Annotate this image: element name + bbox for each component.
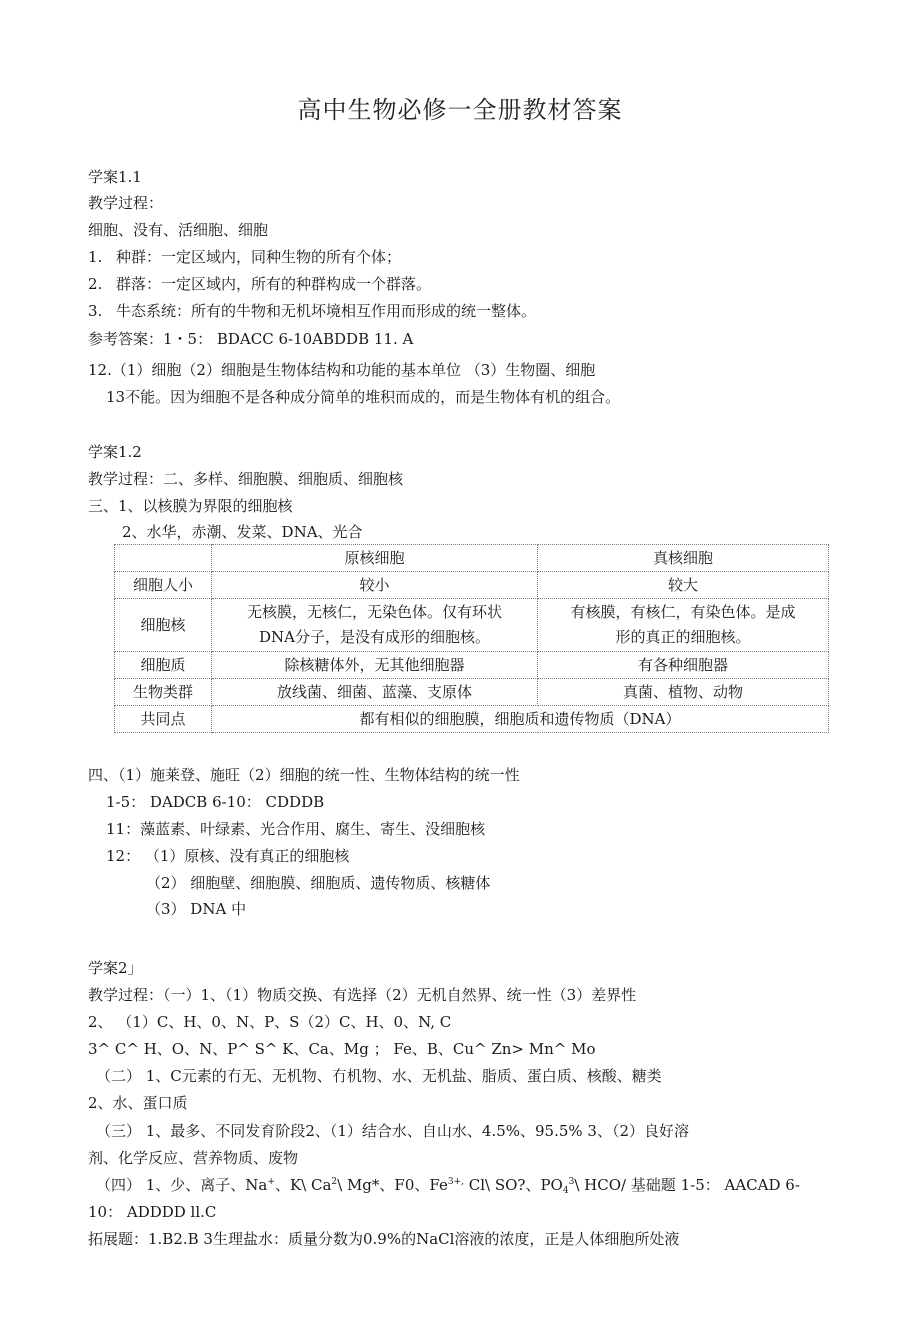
answers-1-10: 1-5： DADCB 6-10： CDDDB <box>106 793 325 811</box>
answer-12-3: （3） DNA 中 <box>146 900 247 918</box>
list-item <box>88 274 431 294</box>
part-three-a: （三） 1、最多、不同发育阶段2、（1）结合水、自山水、4.5%、95.5% 3、（2）良好溶 <box>96 1122 690 1140</box>
text: （四） 1、少、离子、Na <box>96 1176 268 1194</box>
superscript: 3+, <box>447 1177 464 1187</box>
table-header-empty <box>115 545 212 572</box>
subscript: 4 <box>562 1186 569 1196</box>
part-four-cont: 10： ADDDD ll.C <box>88 1203 217 1221</box>
cell-prokaryote: 较小 <box>212 572 538 599</box>
cell-prokaryote: 放线菌、细菌、蓝藻、支原体 <box>212 679 538 706</box>
list-text: 种群：一定区域内，同种生物的所有个体； <box>116 248 402 266</box>
cell-eukaryote: 有各种细胞器 <box>538 652 829 679</box>
table-header-prokaryote: 原核细胞 <box>212 545 538 572</box>
list-item <box>88 247 401 267</box>
cell-prokaryote <box>212 599 538 652</box>
answer-12-1: 12： （1）原核、没有真正的细胞核 <box>106 847 350 865</box>
answer-q12: 12.（1）细胞（2）细胞是生物体结构和功能的基本单位 （3）生物圈、细胞 <box>88 361 596 379</box>
process-line: 教学过程：（一）1、（1）物质交换、有选择（2）无机自然界、统一性（3）差界性 <box>88 986 637 1004</box>
row-label: 细胞人小 <box>115 572 212 599</box>
list-number: 2. <box>88 275 103 293</box>
list-item <box>88 301 536 321</box>
cell-common: 都有相似的细胞膜，细胞质和遗传物质（DNA） <box>212 706 829 733</box>
superscript: 3 <box>568 1177 575 1187</box>
section-heading-1-2: 学案1.2 <box>88 443 142 461</box>
reference-answers: 参考答案：1・5： BDACC 6-10ABDDB 11. A <box>88 330 414 348</box>
part-two-a: （二） 1、C元素的冇无、无机物、冇机物、水、无机盐、脂质、蛋白质、核酸、糖类 <box>96 1067 662 1085</box>
part-four: 四、（1）施莱登、施旺（2）细胞的统一性、生物体结构的统一性 <box>88 766 520 784</box>
table-row <box>115 652 829 679</box>
cell-eukaryote: 真菌、植物、动物 <box>538 679 829 706</box>
answer-11: 11：藻蓝素、叶绿素、光合作用、腐生、寄生、没细胞核 <box>106 820 486 838</box>
part-two-b: 2、水、蛋口质 <box>88 1094 188 1112</box>
part-three-2: 2、水华，赤潮、发菜、DNA、光合 <box>122 523 363 541</box>
extension-questions: 拓展题：1.B2.B 3生理盐水：质量分数为0.9%的NaCl溶液的浓度，正是人体细胞所处液 <box>88 1230 680 1248</box>
list-number: 1. <box>88 248 103 266</box>
section-heading-2: 学案2」 <box>88 959 143 977</box>
part-three-b: 剂、化学反应、营养物质、废物 <box>88 1149 299 1167</box>
cell-eukaryote: 较大 <box>538 572 829 599</box>
text: Cl\ SO?、PO <box>463 1176 563 1194</box>
cell-line: 有核膜，有核仁，有染色体。是成 <box>570 603 796 621</box>
table-row <box>115 572 829 599</box>
table-row <box>115 706 829 733</box>
process-line: 教学过程：二、多样、细胞膜、细胞质、细胞核 <box>88 470 404 488</box>
list-number: 3. <box>88 302 103 320</box>
part-three-1: 三、1、以核膜为界限的细胞核 <box>88 497 293 515</box>
cell-line: 形的真正的细胞核。 <box>615 628 751 646</box>
text: \ Mg*、F0、Fe <box>337 1176 448 1194</box>
superscript: 2 <box>331 1177 338 1187</box>
cell-eukaryote <box>538 599 829 652</box>
list-text: 牛态系统：所有的牛物和无机坏境相互作用而形成的统一整体。 <box>116 302 537 320</box>
answer-q13: 13不能。因为细胞不是各种成分简单的堆积而成的，而是生物体有机的组合。 <box>106 388 621 406</box>
table-header-row <box>115 545 829 572</box>
list-text: 群落：一定区域内，所有的种群构成一个群落。 <box>116 275 432 293</box>
table-row <box>115 679 829 706</box>
section-heading-1-1: 学案1.1 <box>88 168 142 186</box>
cell-comparison-table <box>114 544 829 733</box>
cell-prokaryote: 除核糖体外，无其他细胞器 <box>212 652 538 679</box>
answer-12-2: （2） 细胞壁、细胞膜、细胞质、遗传物质、核糖体 <box>146 874 491 892</box>
part-four-ions <box>96 1175 800 1195</box>
table-row <box>115 599 829 652</box>
text: \ HCO/ 基础题 1-5： AACAD 6- <box>574 1176 800 1194</box>
document-title: 高中生物必修一全册教材答案 <box>297 96 623 124</box>
process-label: 教学过程： <box>88 194 164 212</box>
row-label: 细胞质 <box>115 652 212 679</box>
row-label: 生物类群 <box>115 679 212 706</box>
text: 、K\ Ca <box>274 1176 332 1194</box>
table-header-eukaryote: 真核细胞 <box>538 545 829 572</box>
cell-line: DNA分子，是没有成形的细胞核。 <box>259 628 490 646</box>
elements-line-3: 3^ C^ H、O、N、P^ S^ K、Ca、Mg ； Fe、B、Cu^ Zn> Mn^ Mo <box>88 1040 596 1058</box>
row-label: 细胞核 <box>115 599 212 652</box>
cell-line: 无核膜，无核仁，无染色体。仅有环状 <box>246 603 502 621</box>
superscript: + <box>267 1177 275 1187</box>
intro-line: 细胞、没有、活细胞、细胞 <box>88 221 269 239</box>
elements-line-2: 2、 （1）C、H、0、N、P、S（2）C、H、0、N, C <box>88 1013 452 1031</box>
row-label: 共同点 <box>115 706 212 733</box>
